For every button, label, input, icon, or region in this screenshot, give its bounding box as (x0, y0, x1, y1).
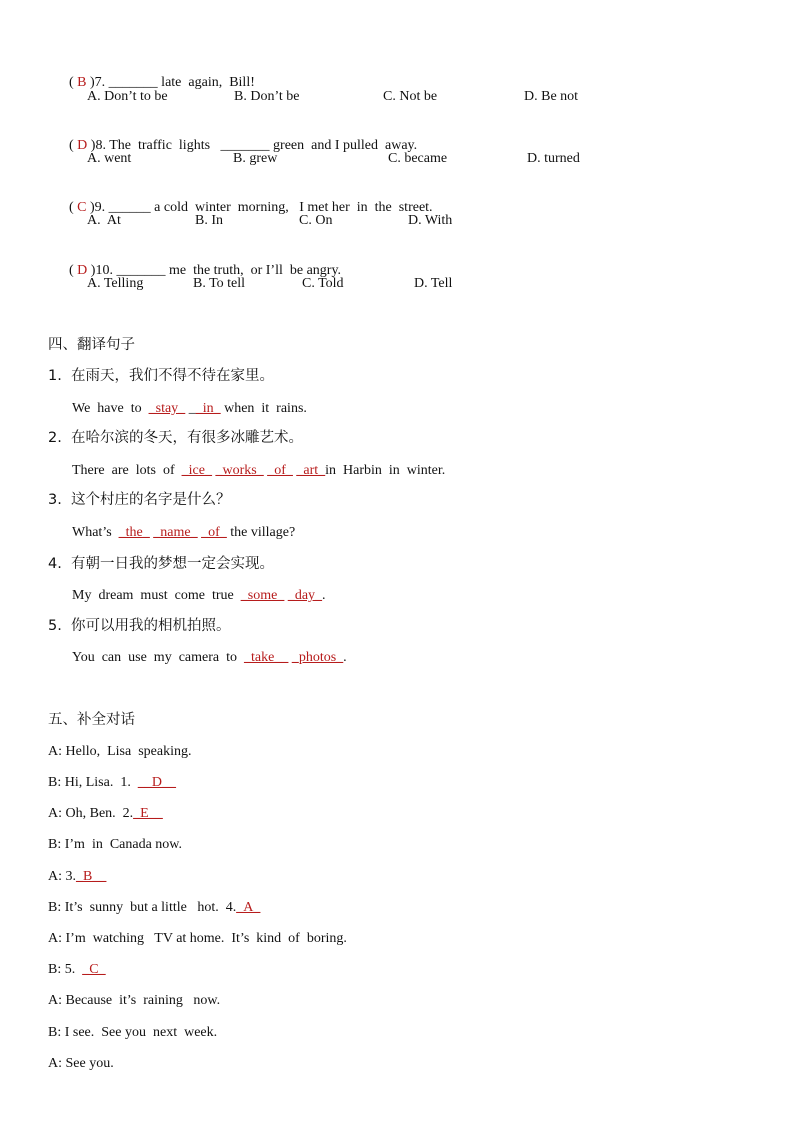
section-4-title: 四、翻译句子 (48, 337, 135, 353)
question-text: )8. The traffic lights _______ green and I pulled away. (87, 138, 418, 153)
translation-3-chinese: 3. 这个村庄的名字是什么？ (48, 492, 231, 508)
translation-1-english (72, 400, 307, 418)
dialogue-line (48, 961, 106, 979)
translation-4-chinese: 4. 有朝一日我的梦想一定会实现。 (48, 556, 275, 572)
dialogue-line (48, 1055, 114, 1073)
translation-5-chinese: 5. 你可以用我的相机拍照。 (48, 618, 231, 634)
answer-blank: _E__ (133, 806, 163, 821)
translation-2-english (72, 462, 445, 480)
answer-blank: _of_ (267, 463, 293, 478)
question-answer: C (77, 200, 87, 215)
translation-2-chinese: 2. 在哈尔滨的冬天，有很多冰雕艺术。 (48, 430, 304, 446)
translation-4-english (72, 587, 326, 605)
option-d: D. Be not (524, 89, 579, 104)
option-b: B. To tell (193, 276, 246, 291)
answer-blank: _in_ (195, 401, 221, 416)
question-paren: ( (69, 75, 78, 90)
dialogue-line (48, 930, 347, 948)
line-text: B: 5. (48, 962, 83, 977)
dialogue-line (48, 868, 106, 886)
option-b: B. grew (233, 151, 278, 166)
option-a: A. Don’t to be (87, 89, 168, 104)
option-a: A. went (87, 151, 132, 166)
option-c: C. Told (302, 276, 344, 291)
answer-blank: _art_ (296, 463, 326, 478)
answer-blank: _the_ (118, 525, 150, 540)
option-c: C. became (388, 151, 448, 166)
option-d: D. turned (527, 151, 580, 166)
answer-blank: _some_ (240, 588, 285, 603)
line-text: You can use my camera to (72, 650, 244, 665)
dialogue-line (48, 836, 182, 854)
line-text: There are lots of (72, 463, 182, 478)
question-text: )10. _______ me the truth, or I’ll be angry. (87, 263, 342, 278)
answer-blank: _works_ (215, 463, 264, 478)
dialogue-line (48, 774, 176, 792)
line-text: B: Hi, Lisa. 1. (48, 775, 138, 790)
line-text: . (322, 588, 326, 603)
answer-blank: _B__ (76, 869, 107, 884)
line-text: A: 3. (48, 869, 76, 884)
answer-blank: _A_ (236, 900, 261, 915)
answer-blank: _ice_ (181, 463, 212, 478)
answer-blank: __D__ (137, 775, 176, 790)
question-answer: D (77, 263, 88, 278)
answer-blank: _photos_ (291, 650, 344, 665)
option-a: A. Telling (87, 276, 144, 291)
line-text: My dream must come true (72, 588, 241, 603)
line-text: the village? (226, 525, 296, 540)
question-answer: B (77, 75, 87, 90)
line-text: when it rains. (220, 401, 307, 416)
line-text: A: Hello, Lisa speaking. (48, 744, 192, 759)
line-text: B: It’s sunny but a little hot. 4. (48, 900, 237, 915)
dialogue-line (48, 805, 163, 823)
section-5-title: 五、补全对话 (48, 712, 135, 728)
translation-3-english (72, 524, 295, 542)
line-text: B: I’m in Canada now. (48, 837, 183, 852)
answer-blank: _stay_ (148, 401, 186, 416)
question-text: )9. ______ a cold winter morning, I met her in the street. (86, 200, 433, 215)
translation-5-english (72, 649, 347, 667)
line-text: What’s (72, 525, 119, 540)
line-text: We have to (72, 401, 149, 416)
option-d: D. Tell (414, 276, 453, 291)
option-a: A. At (87, 213, 121, 228)
dialogue-line (48, 743, 191, 761)
question-answer: D (77, 138, 88, 153)
line-text: A: Oh, Ben. 2. (48, 806, 134, 821)
line-text: B: I see. See you next week. (48, 1025, 218, 1040)
answer-blank: _C_ (82, 962, 106, 977)
translation-1-chinese: 1. 在雨天，我们不得不待在家里。 (48, 368, 275, 384)
question-paren: ( (69, 263, 78, 278)
answer-blank: _name_ (153, 525, 198, 540)
line-text: . (343, 650, 347, 665)
question-text: )7. _______ late again, Bill! (86, 75, 255, 90)
question-paren: ( (69, 200, 78, 215)
line-text: in Harbin in winter. (325, 463, 446, 478)
option-b: B. Don’t be (234, 89, 300, 104)
dialogue-line (48, 1024, 217, 1042)
dialogue-line (48, 899, 260, 917)
answer-blank: _of_ (201, 525, 227, 540)
option-c: C. On (299, 213, 333, 228)
line-text: A: Because it’s raining now. (48, 993, 221, 1008)
line-text: A: I’m watching TV at home. It’s kind of boring. (48, 931, 347, 946)
answer-blank: _day_ (287, 588, 323, 603)
answer-blank: _take__ (244, 650, 289, 665)
option-c: C. Not be (383, 89, 438, 104)
dialogue-line (48, 992, 220, 1010)
line-text: _ (185, 401, 196, 416)
option-b: B. In (195, 213, 223, 228)
option-d: D. With (408, 213, 453, 228)
question-paren: ( (69, 138, 78, 153)
line-text: A: See you. (48, 1056, 114, 1071)
